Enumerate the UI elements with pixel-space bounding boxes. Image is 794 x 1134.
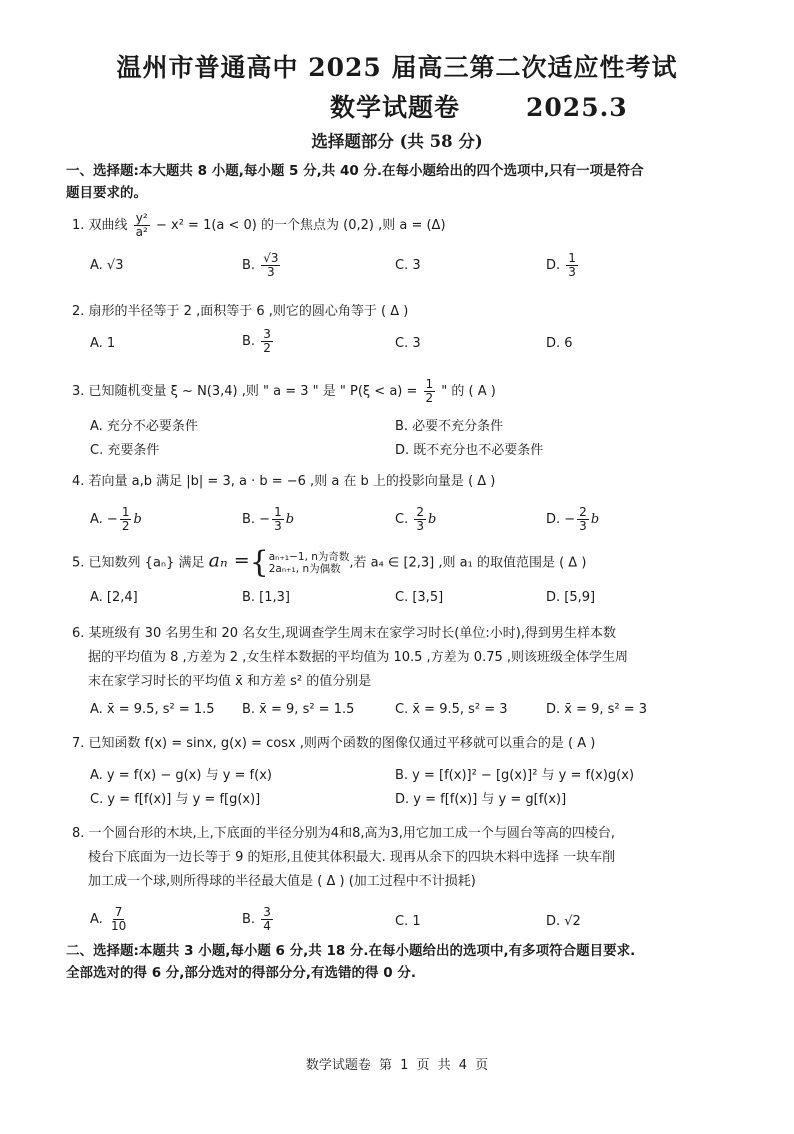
question-5: 5. 已知数列 {aₙ} 满足 aₙ = { aₙ₊₁−1, n为奇数 2aₙ₊₁, n为偶数 ,若 a₄ ∈ [2,3] ,则 a₁ 的取值范围是 ( Δ ) xyxy=(72,545,587,580)
q4-option-a[interactable]: A. − $\frac{1}{2}$ b xyxy=(90,505,142,533)
q3-option-d[interactable]: D. 既不充分也不必要条件 xyxy=(395,443,544,458)
q8-option-a[interactable]: A. $\frac{7}{10}$ xyxy=(90,905,127,933)
page-footer: 数学试题卷 第 1 页 共 4 页 xyxy=(305,1058,489,1073)
q4-option-c[interactable]: C. $\frac{2}{3}$ b xyxy=(395,505,437,533)
q8-option-d[interactable]: D. √2 xyxy=(546,914,581,929)
q1-option-d[interactable]: D. $\frac{1}{3}$ xyxy=(546,251,576,279)
q3-option-b[interactable]: B. 必要不充分条件 xyxy=(395,419,504,434)
q3-option-a[interactable]: A. 充分不必要条件 xyxy=(90,419,198,434)
q8-option-b[interactable]: B. $\frac{3}{4}$ xyxy=(242,905,271,933)
q6-option-c[interactable]: C. x̄ = 9.5, s² = 3 xyxy=(395,702,508,717)
q7-option-d[interactable]: D. y = f[f(x)] 与 y = g[f(x)] xyxy=(395,792,567,807)
q5-option-b[interactable]: B. [1,3] xyxy=(242,590,291,605)
q2-option-c[interactable]: C. 3 xyxy=(395,336,421,351)
q1-option-c[interactable]: C. 3 xyxy=(395,258,421,273)
section2-heading xyxy=(66,940,746,984)
question-7: 7. 已知函数 f(x) = sinx, g(x) = cosx ,则两个函数的图像仅通过平移就可以重合的是 ( A ) xyxy=(72,736,596,751)
section1-heading-line2: 题目要求的。 xyxy=(66,185,147,201)
q5-piecewise: { aₙ₊₁−1, n为奇数 2aₙ₊₁, n为偶数 xyxy=(249,545,350,580)
q7-option-b[interactable]: B. y = [f(x)]² − [g(x)]² 与 y = f(x)g(x) xyxy=(395,768,635,783)
q1-option-a[interactable]: A. √3 xyxy=(90,258,124,273)
section2-heading-line1: 二、选择题:本题共 3 小题,每小题 6 分,共 18 分.在每小题给出的选项中,有多项符合题目要求. xyxy=(66,943,636,959)
q1-fraction: $\frac{\text{y²}}{\text{a²}}$ xyxy=(135,211,148,239)
q2-option-b[interactable]: B. $\frac{3}{2}$ xyxy=(242,327,271,355)
question-6: 6. 某班级有 30 名男生和 20 名女生,现调查学生周末在家学习时长(单位:小时),得到男生样本数 据的平均值为 8 ,方差为 2 ,女生样本数据的平均值为 10.5 ,方差为 0.75 ,则该班级全体学生周 末在家学习时长的平均值 x̄ 和方差 s² 的值分别是 xyxy=(72,626,629,689)
section2-heading-line2: 全部选对的得 6 分,部分选对的得部分分,有选错的得 0 分. xyxy=(66,965,416,981)
q2-option-d[interactable]: D. 6 xyxy=(546,336,573,351)
section1-heading xyxy=(66,160,746,204)
q6-option-d[interactable]: D. x̄ = 9, s² = 3 xyxy=(546,702,648,717)
q7-option-a[interactable]: A. y = f(x) − g(x) 与 y = f(x) xyxy=(90,768,272,783)
section1-heading-line1: 一、选择题:本大题共 8 小题,每小题 5 分,共 40 分.在每小题给出的四个选项中,只有一项是符合 xyxy=(66,163,644,179)
q4-option-b[interactable]: B. − $\frac{1}{3}$ b xyxy=(242,505,295,533)
exam-title: 温州市普通高中 2025 届高三第二次适应性考试 xyxy=(116,53,678,82)
q5-option-c[interactable]: C. [3,5] xyxy=(395,590,444,605)
subject-title: 数学试题卷 xyxy=(330,93,461,122)
q7-option-c[interactable]: C. y = f[f(x)] 与 y = f[g(x)] xyxy=(90,792,261,807)
q6-option-a[interactable]: A. x̄ = 9.5, s² = 1.5 xyxy=(90,702,215,717)
q3-option-c[interactable]: C. 充要条件 xyxy=(90,443,160,458)
q5-option-a[interactable]: A. [2,4] xyxy=(90,590,138,605)
question-8: 8. 一个圆台形的木块,上,下底面的半径分别为4和8,高为3,用它加工成一个与圆台等高的四棱台, 棱台下底面为一边长等于 9 的矩形,且使其体积最大. 现再从余下的四块木料中选择 一块车削 加工成一个球,则所得球的半径最大值是 ( Δ ) (加工过程中不计损耗) xyxy=(72,826,616,889)
part-title: 选择题部分 (共 58 分) xyxy=(311,132,483,151)
q1-option-b[interactable]: B. $\frac{√3}{3}$ xyxy=(242,251,279,279)
q4-option-d[interactable]: D. − $\frac{2}{3}$ b xyxy=(546,505,600,533)
q2-option-a[interactable]: A. 1 xyxy=(90,336,116,351)
question-4: 4. 若向量 a,b 满足 |b| = 3, a · b = −6 ,则 a 在 b 上的投影向量是 ( Δ ) xyxy=(72,474,496,489)
exam-date: 2025.3 xyxy=(526,93,628,122)
question-1: 1. 双曲线 $\frac{\text{y²}}{\text{a²}}$ − x² = 1(a < 0) 的一个焦点为 (0,2) ,则 a = (Δ) xyxy=(72,211,446,239)
question-3: 3. 已知随机变量 ξ ~ N(3,4) ,则 " a = 3 " 是 " P(ξ < a) = $\frac{1}{2}$ " 的 ( A ) xyxy=(72,377,496,405)
question-2: 2. 扇形的半径等于 2 ,面积等于 6 ,则它的圆心角等于 ( Δ ) xyxy=(72,304,409,319)
q5-option-d[interactable]: D. [5,9] xyxy=(546,590,596,605)
exam-subtitle xyxy=(330,88,628,124)
q8-option-c[interactable]: C. 1 xyxy=(395,914,421,929)
q6-option-b[interactable]: B. x̄ = 9, s² = 1.5 xyxy=(242,702,355,717)
